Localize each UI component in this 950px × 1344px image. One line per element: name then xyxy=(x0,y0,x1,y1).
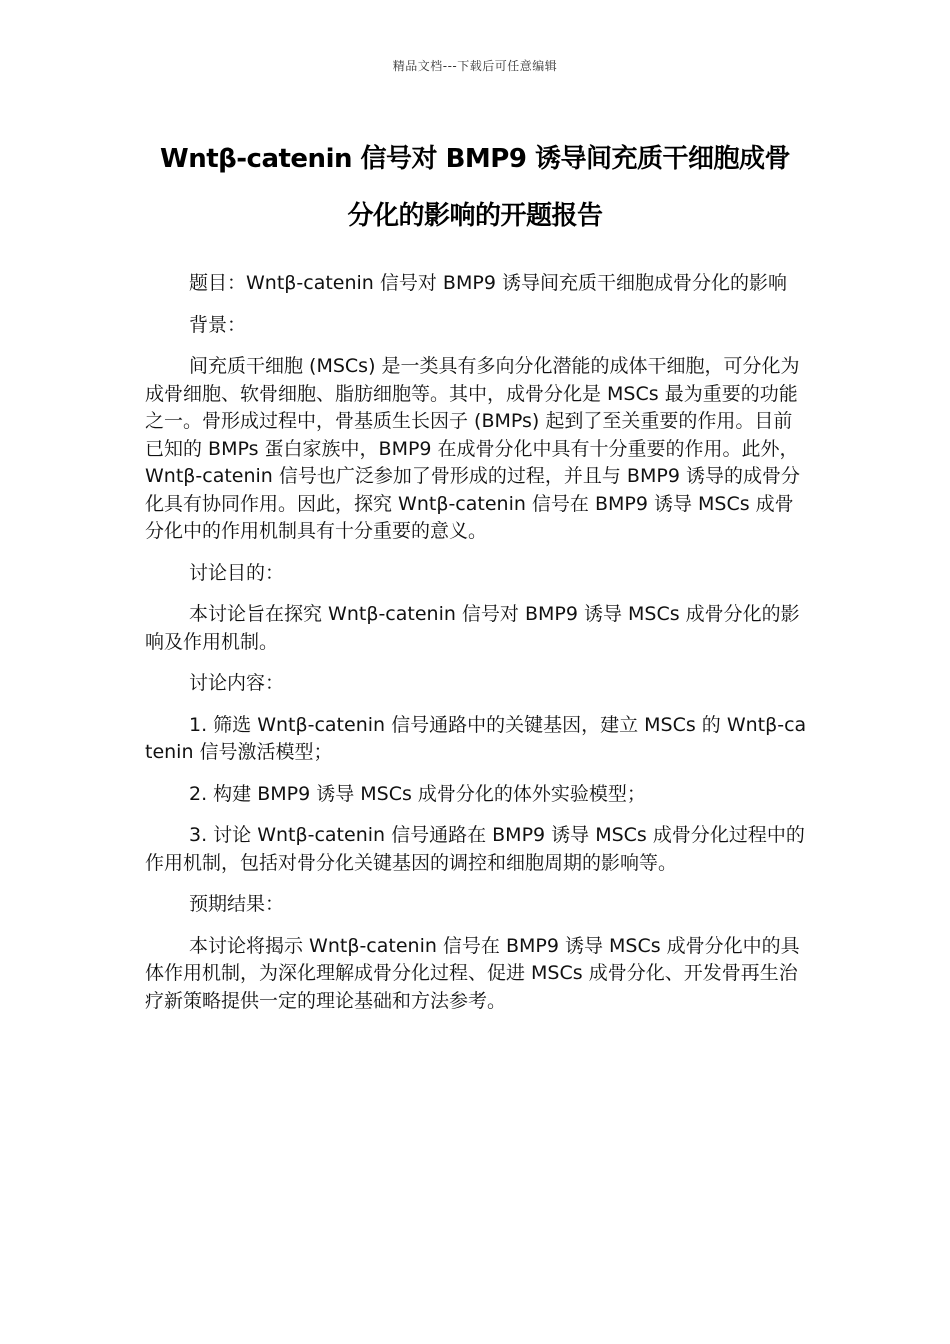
background-heading: 背景： xyxy=(189,313,247,336)
document-body xyxy=(145,270,810,1029)
background-paragraph: 间充质干细胞 (MSCs) 是一类具有多向分化潜能的成体干细胞，可分化为成骨细胞、软骨细胞、脂肪细胞等。其中，成骨分化是 MSCs 最为重要的功能之一。骨形成过程中，骨基质生长因子 (BMPs) 起到了至关重要的作用。目前已知的 BMPs 蛋白家族中，BMP9 在成骨分化中具有十分重要的作用。此外，Wntβ-catenin 信号也广泛参加了骨形成的过程，并且与 BMP9 诱导的成骨分化具有协同作用。因此，探究 Wntβ-catenin 信号在 BMP9 诱导 MSCs 成骨分化中的作用机制具有十分重要的意义。 xyxy=(145,355,800,542)
header-note: 精品文档---下载后可任意编辑 xyxy=(392,59,558,73)
content-item-2: 2. 构建 BMP9 诱导 MSCs 成骨分化的体外实验模型； xyxy=(189,782,646,805)
content-heading: 讨论内容： xyxy=(189,672,285,694)
content-item-1: 1. 筛选 Wntβ-catenin 信号通路中的关键基因，建立 MSCs 的 Wntβ-catenin 信号激活模型； xyxy=(145,713,807,763)
document-title-line-1: Wntβ-catenin 信号对 BMP9 诱导间充质干细胞成骨 xyxy=(160,144,790,174)
content-item-3: 3. 讨论 Wntβ-catenin 信号通路在 BMP9 诱导 MSCs 成骨分化过程中的作用机制，包括对骨分化关键基因的调控和细胞周期的影响等。 xyxy=(145,824,805,874)
purpose-paragraph: 本讨论旨在探究 Wntβ-catenin 信号对 BMP9 诱导 MSCs 成骨分化的影响及作用机制。 xyxy=(145,603,800,653)
results-heading: 预期结果： xyxy=(189,893,285,915)
document-title-line-2: 分化的影响的开题报告 xyxy=(347,201,603,231)
results-paragraph: 本讨论将揭示 Wntβ-catenin 信号在 BMP9 诱导 MSCs 成骨分化中的具体作用机制，为深化理解成骨分化过程、促进 MSCs 成骨分化、开发骨再生治疗新策略提供一定的理论基础和方法参考。 xyxy=(145,934,800,1012)
topic-paragraph: 题目：Wntβ-catenin 信号对 BMP9 诱导间充质干细胞成骨分化的影响 xyxy=(189,272,787,294)
purpose-heading: 讨论目的： xyxy=(189,561,285,584)
